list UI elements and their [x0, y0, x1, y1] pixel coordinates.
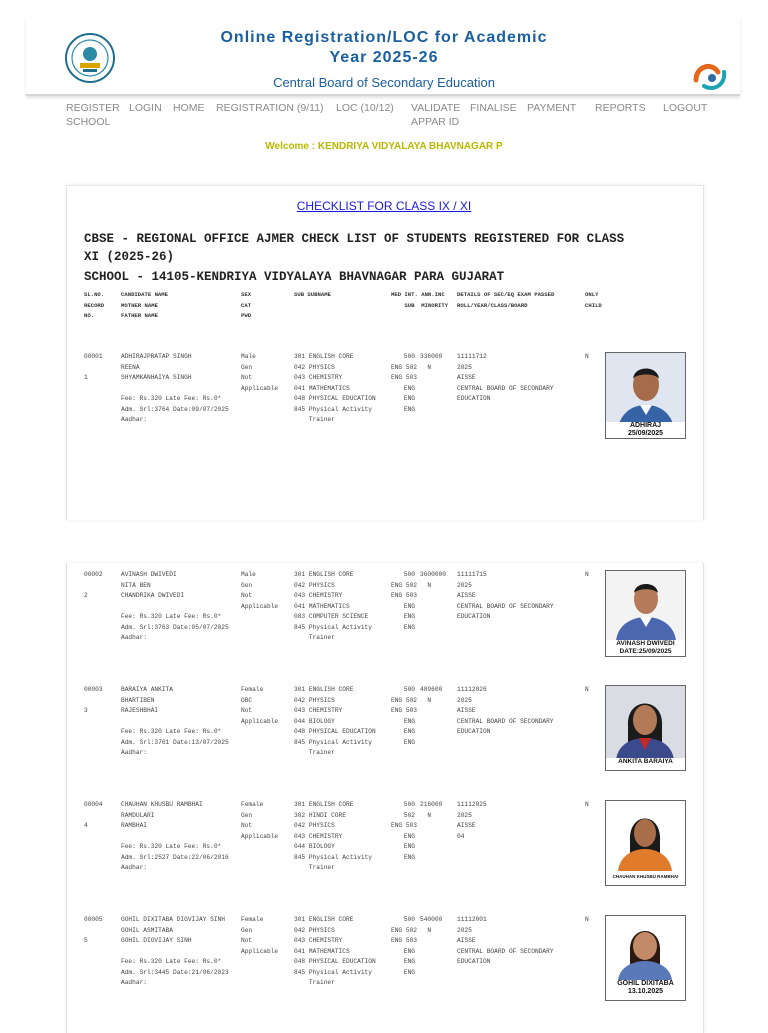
record-no: 00004 [84, 801, 103, 808]
fee-details: Fee: Rs.320 Late Fee: Rs.0* Adm. Srl:3761 Date:13/07/2025 Aadhar: [121, 728, 229, 756]
board-name: Central Board of Secondary Education [273, 75, 495, 90]
exam-details: 11112026 2025 AISSE CENTRAL BOARD OF SECONDARY EDUCATION [457, 686, 554, 735]
photo-caption: ADHIRAJ 25/09/2025 [606, 422, 685, 438]
serial-no: 3 [84, 707, 88, 714]
cbse-emblem-icon [64, 32, 116, 84]
only-child: N [585, 686, 589, 693]
record-no: 00003 [84, 686, 103, 693]
medium: 500 ENG 502 ENG 503 ENG ENG ENG [391, 686, 417, 746]
digital-india-icon [690, 58, 730, 98]
record-no: 00001 [84, 353, 103, 360]
only-child: N [585, 801, 589, 808]
student-photo [605, 570, 686, 657]
income-minority: 216000 N [420, 801, 443, 819]
subjects: 301 ENGLISH CORE 042 PHYSICS 043 CHEMISTRY 041 MATHEMATICS 083 COMPUTER SCIENCE 845 Physical Activity Trainer [294, 571, 372, 641]
col-slno: SL.NO. RECORD NO. [84, 291, 105, 319]
medium: 500 ENG 502 ENG 503 ENG ENG ENG [391, 916, 417, 976]
student-photo [605, 685, 686, 771]
col-details: DETAILS OF SEC/EQ EXAM PASSED ROLL/YEAR/CLASS/BOARD [457, 291, 555, 309]
nav-loc[interactable]: LOC (10/12) [336, 102, 394, 114]
medium: 500 502 ENG 503 ENG ENG ENG [391, 801, 417, 861]
checklist-link[interactable]: CHECKLIST FOR CLASS IX / XI [296, 199, 472, 213]
subjects: 301 ENGLISH CORE 042 PHYSICS 043 CHEMISTRY 044 BIOLOGY 048 PHYSICAL EDUCATION 845 Physical Activity Trainer [294, 686, 376, 756]
exam-details: 11112025 2025 AISSE 04 [457, 801, 487, 840]
photo-caption: ANKITA BARAIYA [606, 758, 685, 770]
income-minority: 489600 N [420, 686, 443, 704]
nav-reports[interactable]: REPORTS [595, 102, 646, 114]
fee-details: Fee: Rs.320 Late Fee: Rs.0* Adm. Srl:3763 Date:05/07/2025 Aadhar: [121, 613, 229, 641]
nav-registration[interactable]: REGISTRATION (9/11) [216, 102, 324, 114]
site-header [26, 18, 740, 96]
school-heading: SCHOOL - 14105-KENDRIYA VIDYALAYA BHAVNAGAR PARA GUJARAT [84, 270, 505, 284]
sex-cat-pwd: Female OBC Not Applicable [241, 686, 279, 725]
fee-details: Fee: Rs.320 Late Fee: Rs.0* Adm. Srl:3764 Date:09/07/2025 Aadhar: [121, 395, 229, 423]
col-med: MED INT. ANN.INC SUB MINORITY [391, 291, 449, 309]
serial-no: 5 [84, 937, 88, 944]
student-photo [605, 352, 686, 439]
serial-no: 1 [84, 374, 88, 381]
medium: 500 ENG 502 ENG 503 ENG ENG ENG [391, 571, 417, 631]
record-no: 00005 [84, 916, 103, 923]
nav-login[interactable]: LOGIN [129, 102, 162, 114]
only-child: N [585, 916, 589, 923]
fee-details: Fee: Rs.320 Late Fee: Rs.0* Adm. Srl:3445 Date:21/06/2023 Aadhar: [121, 958, 229, 986]
candidate-names: GOHIL DIXITABA DIGVIJAY SINH GOHIL ASMITABA GOHIL DIGVIJAY SINH [121, 916, 225, 944]
sex-cat-pwd: Female Gen Not Applicable [241, 916, 279, 955]
sex-cat-pwd: Female Gen Not Applicable [241, 801, 279, 840]
col-subject: SUB SUBNAME [294, 291, 331, 298]
candidate-names: BARAIYA ANKITA BHARTIBEN RAJESHBHAI [121, 686, 173, 714]
income-minority: 3600000 N [420, 571, 446, 589]
nav-payment[interactable]: PAYMENT [527, 102, 577, 114]
title-line-1: Online Registration/LOC for Academic [220, 29, 548, 46]
subjects: 301 ENGLISH CORE 042 PHYSICS 043 CHEMISTRY 041 MATHEMATICS 048 PHYSICAL EDUCATION 845 Physical Activity Trainer [294, 353, 376, 423]
title-line-2: Year 2025-26 [329, 49, 439, 66]
col-candidate: CANDIDATE NAME MOTHER NAME FATHER NAME [121, 291, 168, 319]
candidate-names: CHAUHAN KHUSBU RAMBHAI RAMDULARI RAMBHAI [121, 801, 203, 829]
student-photo [605, 800, 686, 886]
record-no: 00002 [84, 571, 103, 578]
sex-cat-pwd: Male Gen Not Applicable [241, 353, 279, 392]
page-title [176, 28, 592, 68]
candidate-names: AVINASH DWIVEDI NITA BEN CHANDRIKA DWIVEDI [121, 571, 185, 599]
nav-validate-appar-id[interactable]: VALIDATE APPAR ID [411, 102, 461, 128]
exam-details: 11112001 2025 AISSE CENTRAL BOARD OF SECONDARY EDUCATION [457, 916, 554, 965]
only-child: N [585, 353, 589, 360]
only-child: N [585, 571, 589, 578]
candidate-names: ADHIRAJPRATAP SINGH REENA SHYAMKANHAIYA SINGH [121, 353, 192, 381]
main-nav [0, 101, 768, 133]
serial-no: 2 [84, 592, 88, 599]
subjects: 301 ENGLISH CORE 302 HINDI CORE 042 PHYSICS 043 CHEMISTRY 044 BIOLOGY 845 Physical Activity Trainer [294, 801, 372, 871]
student-photo [605, 915, 686, 1001]
welcome-message: Welcome : KENDRIYA VIDYALAYA BHAVNAGAR P [265, 141, 503, 152]
col-sex: SEX CAT PWD [241, 291, 252, 319]
nav-logout[interactable]: LOGOUT [663, 102, 708, 114]
col-only-child: ONLY CHILD [585, 291, 602, 309]
photo-caption: GOHIL DIXITABA 13.10.2025 [606, 980, 685, 1000]
medium: 500 ENG 502 ENG 503 ENG ENG ENG [391, 353, 417, 413]
nav-register-school[interactable]: REGISTER SCHOOL [66, 102, 120, 128]
photo-caption: AVINASH DWIVEDI DATE:25/09/2025 [606, 640, 685, 656]
income-minority: 336000 N [420, 353, 443, 371]
serial-no: 4 [84, 822, 88, 829]
fee-details: Fee: Rs.320 Late Fee: Rs.0* Adm. Srl:2527 Date:22/06/2016 Aadhar: [121, 843, 229, 871]
income-minority: 540000 N [420, 916, 443, 934]
nav-home[interactable]: HOME [173, 102, 205, 114]
sex-cat-pwd: Male Gen Not Applicable [241, 571, 279, 610]
subjects: 301 ENGLISH CORE 042 PHYSICS 043 CHEMISTRY 041 MATHEMATICS 048 PHYSICAL EDUCATION 845 Physical Activity Trainer [294, 916, 376, 986]
photo-caption: CHAUHAN KHUSBU RAMBHAI [606, 873, 685, 885]
exam-details: 11111712 2025 AISSE CENTRAL BOARD OF SECONDARY EDUCATION [457, 353, 554, 402]
exam-details: 11111715 2025 AISSE CENTRAL BOARD OF SECONDARY EDUCATION [457, 571, 554, 620]
nav-finalise[interactable]: FINALISE [470, 102, 517, 114]
report-heading: CBSE - REGIONAL OFFICE AJMER CHECK LIST OF STUDENTS REGISTERED FOR CLASS XI (2025-26) [84, 232, 625, 264]
